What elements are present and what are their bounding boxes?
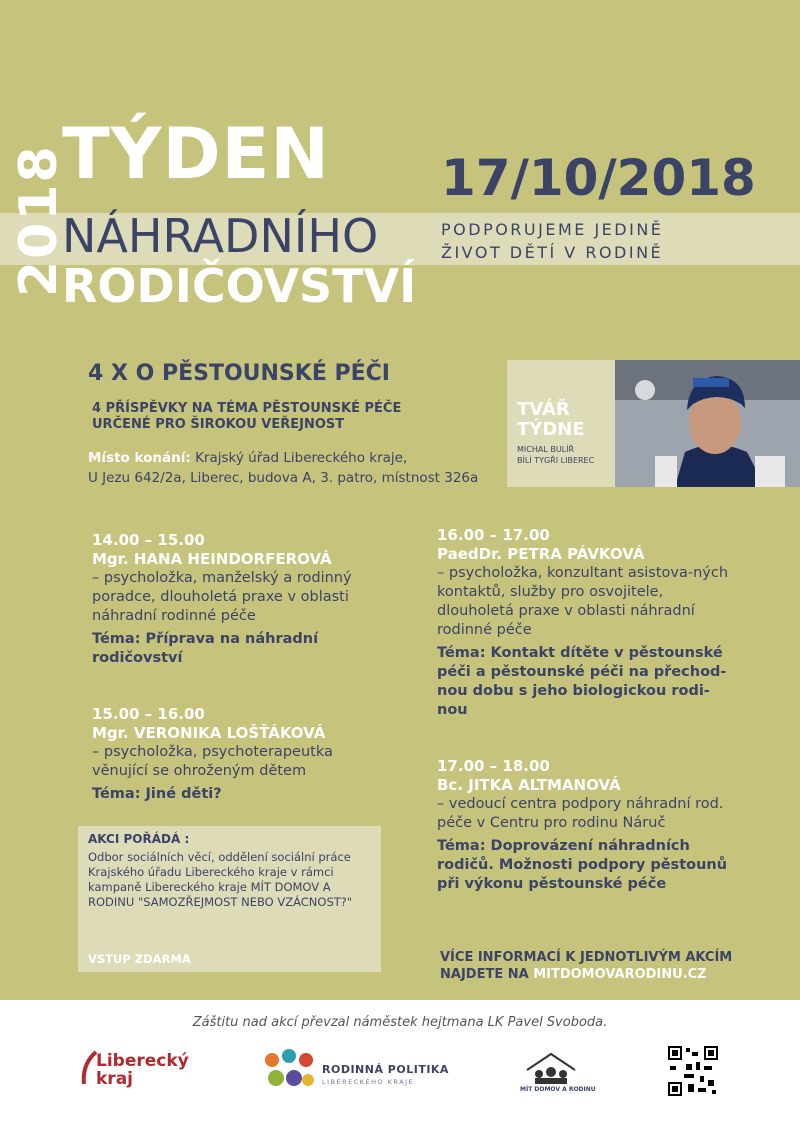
talk-1-time: 14.00 – 15.00 xyxy=(92,531,205,549)
venue-line-1: Krajský úřad Libereckého kraje, xyxy=(190,450,408,466)
talk-2-speaker: Mgr. VERONIKA LOŠŤÁKOVÁ xyxy=(92,724,326,742)
talk-4-speaker: Bc. JITKA ALTMANOVÁ xyxy=(437,776,621,794)
intro-heading: 4 X O PĚSTOUNSKÉ PÉČI xyxy=(88,361,390,386)
talk-1-speaker: Mgr. HANA HEINDORFEROVÁ xyxy=(92,550,332,568)
organizer-title: AKCI POŘÁDÁ : xyxy=(88,832,190,846)
more-info-line-2 xyxy=(440,966,732,983)
talk-2 xyxy=(92,705,392,804)
title-line-1: TÝDEN xyxy=(62,113,330,195)
talk-3-time: 16.00 – 17.00 xyxy=(437,526,550,544)
face-title-line-2: TÝDNE xyxy=(517,419,585,440)
mit-domov-logo: MÍT DOMOV A RODINU xyxy=(520,1086,596,1093)
rodinna-politika-logo-icon xyxy=(262,1048,316,1092)
more-info-prefix: NAJDETE NA xyxy=(440,967,534,982)
free-entry: VSTUP ZDARMA xyxy=(88,952,191,966)
player-illustration xyxy=(615,360,800,487)
talk-3-speaker: PaedDr. PETRA PÁVKOVÁ xyxy=(437,545,645,563)
talk-3-description: – psycholožka, konzultant asistova-ných kontaktů, služby pro osvojitele, dlouholetá praxe v oblasti náhradní rodinné péče xyxy=(437,565,729,638)
logo1-line-1: Liberecký xyxy=(96,1051,189,1071)
liberecky-kraj-logo xyxy=(96,1052,189,1088)
hockey-player-photo xyxy=(615,360,800,487)
venue-info xyxy=(88,448,508,488)
venue-label: Místo konání: xyxy=(88,450,191,466)
talk-1 xyxy=(92,531,392,668)
talk-2-time: 15.00 – 16.00 xyxy=(92,705,205,723)
rodinna-politika-subtitle: LIBERECKÉHO KRAJE xyxy=(322,1078,415,1086)
talk-4-topic: Téma: Doprovázení náhradních rodičů. Možnosti podpory pěstounů při výkonu pěstounské péče xyxy=(437,838,728,892)
year-vertical: 2018 xyxy=(9,144,69,297)
talk-3-topic: Téma: Kontakt dítěte v pěstounské péči a pěstounské péči na přechod-nou dobu s jeho biologickou rodi-nou xyxy=(437,645,727,718)
rodinna-politika-logo: RODINNÁ POLITIKA xyxy=(322,1063,449,1076)
talk-2-topic: Téma: Jiné děti? xyxy=(92,786,222,802)
organizer-text: Odbor sociálních věcí, oddělení sociální práce Krajského úřadu Libereckého kraje v rámci kampaně Libereckého kraje MÍT DOMOV A RODINU "SAMOZŘEJMOST NEBO VZÁCNOST?" xyxy=(88,850,353,909)
organizer-box xyxy=(78,826,381,972)
mit-domov-logo-icon xyxy=(523,1050,579,1086)
venue-line-2: U Jezu 642/2a, Liberec, budova A, 3. patro, místnost 326a xyxy=(88,470,479,486)
face-of-week-box xyxy=(507,360,615,487)
face-title-line-1: TVÁŘ xyxy=(517,399,570,420)
more-info xyxy=(440,949,732,983)
logo1-line-2: kraj xyxy=(96,1069,133,1089)
talk-4-description: – vedoucí centra podpory náhradní rod. péče v Centru pro rodinu Náruč xyxy=(437,796,724,831)
website-link[interactable]: MITDOMOVARODINU.CZ xyxy=(533,967,707,982)
face-team: BÍLÍ TYGŘI LIBEREC xyxy=(517,456,595,465)
more-info-line-1: VÍCE INFORMACÍ K JEDNOTLIVÝM AKCÍM xyxy=(440,950,733,965)
qr-code-icon xyxy=(668,1046,718,1096)
title-line-3: RODIČOVSTVÍ xyxy=(62,259,417,313)
intro-sub-line-2: URČENÉ PRO ŠIROKOU VEŘEJNOST xyxy=(92,417,345,432)
talk-4 xyxy=(437,757,737,894)
title-line-2: NÁHRADNÍHO xyxy=(62,209,379,263)
patronage-note: Záštitu nad akcí převzal náměstek hejtmana LK Pavel Svoboda. xyxy=(192,1015,608,1030)
talk-3 xyxy=(437,526,737,720)
face-name: MICHAL BULÍŘ xyxy=(517,445,575,454)
face-name-block xyxy=(517,444,594,466)
talk-1-description: – psycholožka, manželský a rodinný poradce, dlouholetá praxe v oblasti náhradní rodinné péče xyxy=(92,570,352,624)
talk-2-description: – psycholožka, psychoterapeutka věnující se ohroženým dětem xyxy=(92,744,333,779)
event-date: 17/10/2018 xyxy=(441,149,756,207)
talk-4-time: 17.00 – 18.00 xyxy=(437,757,550,775)
talk-1-topic: Téma: Příprava na náhradní rodičovství xyxy=(92,631,319,666)
slogan-line-1: PODPORUJEME JEDINĚ xyxy=(441,220,664,239)
intro-sub-line-1: 4 PŘÍSPĚVKY NA TÉMA PĚSTOUNSKÉ PÉČE xyxy=(92,401,402,416)
face-title xyxy=(517,400,585,440)
slogan-line-2: ŽIVOT DĚTÍ V RODINĚ xyxy=(441,243,664,262)
